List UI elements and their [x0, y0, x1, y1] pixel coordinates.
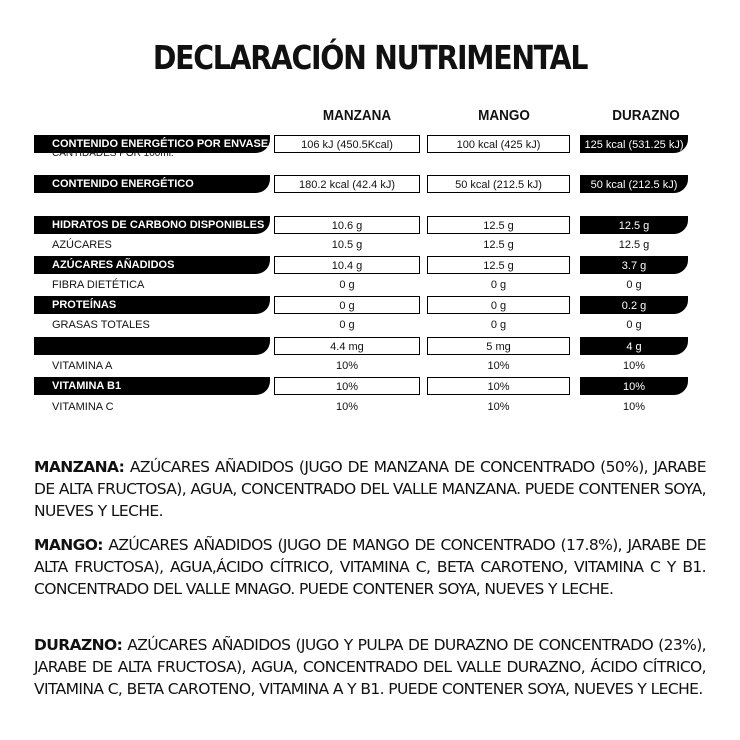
table-row [34, 175, 688, 193]
ingredients-name: MANGO: [34, 536, 103, 554]
row-value-3: 10% [622, 401, 646, 413]
row-value-1: 10.4 g [274, 256, 420, 274]
table-row [34, 296, 688, 314]
row-value-3: 125 kcal (531.25 kJ) [580, 135, 688, 153]
row-label: PROTEÍNAS [34, 296, 270, 314]
column-header-manzana: MANZANA [322, 107, 392, 124]
table-row [34, 276, 688, 294]
row-label: CONTENIDO ENERGÉTICO [34, 175, 270, 193]
row-value-1: 10% [274, 377, 420, 395]
row-label: AZÚCARES [52, 239, 112, 251]
row-label: AZÚCARES AÑADIDOS [34, 256, 270, 274]
row-label: FIBRA DIETÉTICA [52, 279, 145, 291]
row-value-2: 100 kcal (425 kJ) [427, 135, 570, 153]
row-value-2: 0 g [490, 319, 507, 331]
row-value-1: 10.6 g [274, 216, 420, 234]
row-label: CONTENIDO ENERGÉTICO POR ENVASE [34, 135, 270, 153]
row-label: VITAMINA A [52, 360, 113, 372]
per-100ml-note: CANTIDADES POR 100ml: [52, 148, 174, 159]
row-value-2: 0 g [490, 279, 507, 291]
column-header-durazno: DURAZNO [612, 107, 680, 124]
ingredients-durazno [34, 634, 706, 700]
row-value-2: 50 kcal (212.5 kJ) [427, 175, 570, 193]
row-value-2: 10% [427, 377, 570, 395]
row-label [34, 337, 270, 355]
table-row [34, 236, 688, 254]
ingredients-text: AZÚCARES AÑADIDOS (JUGO DE MANGO DE CONCENTRADO (17.8%), JARABE DE ALTA FRUCTOSA), AGUA,ÁCIDO CÍTRICO, VITAMINA C, BETA CAROTENO, VITAMINA C Y B1. CONCENTRADO DEL VALLE MNAGO. PUEDE CONTENER SOYA, NUEVES Y LECHE. [34, 536, 706, 598]
row-value-2: 5 mg [427, 337, 570, 355]
row-value-3: 50 kcal (212.5 kJ) [580, 175, 688, 193]
row-value-1: 10% [335, 401, 359, 413]
table-row [34, 316, 688, 334]
row-value-3: 12.5 g [618, 239, 650, 251]
row-value-1: 0 g [339, 279, 355, 291]
ingredients-mango [34, 534, 706, 600]
row-value-1: 0 g [339, 319, 355, 331]
row-label: VITAMINA B1 [34, 377, 270, 395]
row-value-3: 10% [622, 360, 646, 372]
table-row [34, 398, 688, 416]
row-value-1: 10% [335, 360, 359, 372]
row-value-1: 0 g [274, 296, 420, 314]
page-title: DECLARACIÓN NUTRIMENTAL [152, 38, 588, 77]
row-value-3: 4 g [580, 337, 688, 355]
table-row [34, 357, 688, 375]
row-value-2: 10% [487, 360, 510, 372]
ingredients-text: AZÚCARES AÑADIDOS (JUGO DE MANZANA DE CONCENTRADO (50%), JARABE DE ALTA FRUCTOSA), AGUA, CONCENTRADO DEL VALLE MANZANA. PUEDE CONTENER SOYA, NUEVES Y LECHE. [34, 458, 706, 520]
row-value-2: 12.5 g [427, 256, 570, 274]
row-value-1: 4.4 mg [274, 337, 420, 355]
ingredients-name: MANZANA: [34, 458, 125, 476]
row-value-1: 106 kJ (450.5Kcal) [274, 135, 420, 153]
row-value-3: 0 g [626, 319, 642, 331]
row-value-2: 12.5 g [427, 216, 570, 234]
row-value-2: 0 g [427, 296, 570, 314]
row-label: GRASAS TOTALES [52, 319, 150, 331]
row-value-3: 0 g [626, 279, 642, 291]
row-value-3: 3.7 g [580, 256, 688, 274]
ingredients-name: DURAZNO: [34, 636, 123, 654]
row-label: HIDRATOS DE CARBONO DISPONIBLES [34, 216, 270, 234]
table-row [34, 377, 688, 395]
row-value-3: 0.2 g [580, 296, 688, 314]
row-value-3: 10% [580, 377, 688, 395]
column-header-mango: MANGO [478, 107, 530, 124]
table-row [34, 256, 688, 274]
row-value-2: 12.5 g [483, 239, 514, 251]
table-row [34, 216, 688, 234]
row-value-3: 12.5 g [580, 216, 688, 234]
ingredients-manzana [34, 456, 706, 522]
row-label: VITAMINA C [52, 401, 114, 413]
ingredients-text: AZÚCARES AÑADIDOS (JUGO Y PULPA DE DURAZNO DE CONCENTRADO (23%), JARABE DE ALTA FRUCTOSA), AGUA, CONCENTRADO DEL VALLE DURAZNO, ÁCIDO CÍTRICO, VITAMINA C, BETA CAROTENO, VITAMINA A Y B1. PUEDE CONTENER SOYA, NUEVES Y LECHE. [34, 636, 706, 698]
row-value-2: 10% [487, 401, 510, 413]
table-row [34, 337, 688, 355]
row-value-1: 10.5 g [331, 239, 363, 251]
row-value-1: 180.2 kcal (42.4 kJ) [274, 175, 420, 193]
